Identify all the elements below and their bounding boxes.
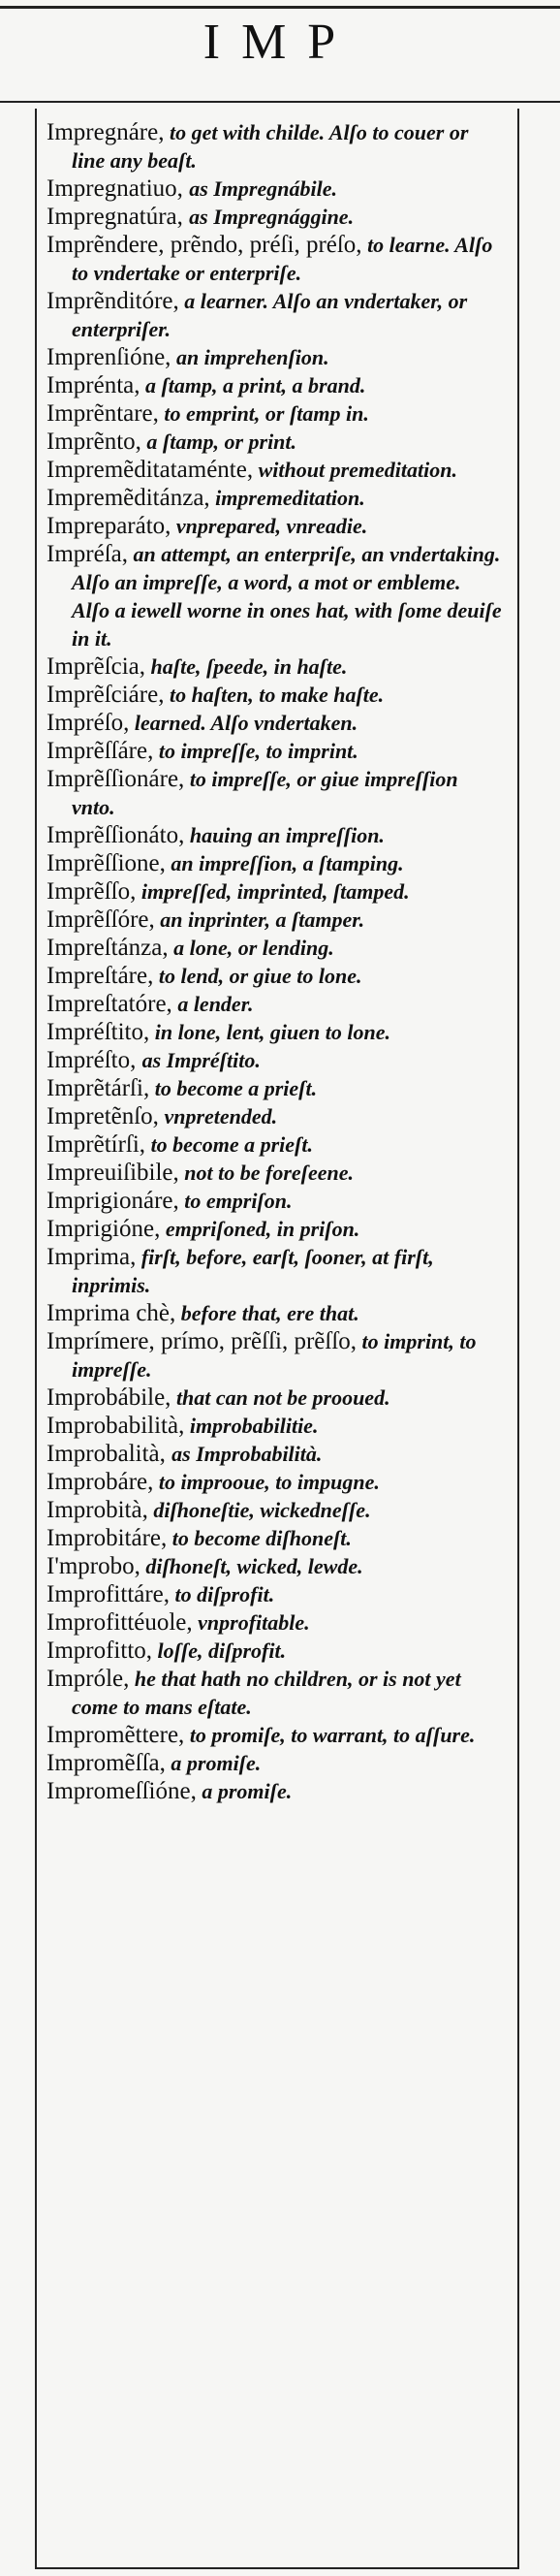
dictionary-entry	[47, 428, 502, 456]
dictionary-entry	[47, 1187, 502, 1215]
dictionary-entry	[47, 118, 502, 175]
entry-definition: to lend, or giue to lone.	[153, 964, 362, 988]
entry-headword: Impréſtito,	[47, 1019, 150, 1045]
entry-definition: impremeditation.	[209, 486, 365, 510]
dictionary-entry	[47, 652, 502, 681]
dictionary-entry	[47, 1777, 502, 1805]
dictionary-entry	[47, 934, 502, 962]
entry-definition: to impreſſe, or giue impreſſion vnto.	[72, 767, 458, 819]
entry-headword: Imprẽſſione,	[47, 850, 166, 876]
entry-headword: Imprẽtírſi,	[47, 1131, 146, 1158]
entry-definition: hauing an impreſſion.	[184, 823, 385, 847]
dictionary-entry	[47, 1749, 502, 1777]
entry-definition: an impreſſion, a ſtamping.	[165, 851, 404, 875]
dictionary-entry	[47, 1159, 502, 1187]
entry-definition: to become a prieſt.	[145, 1132, 313, 1157]
entry-headword: Imprímere, prímo, prẽſſi, prẽſſo,	[47, 1328, 358, 1354]
entry-headword: Imprẽſſo,	[47, 878, 137, 905]
entry-definition: as Improbabilità.	[171, 1442, 323, 1466]
dictionary-entry	[47, 175, 502, 203]
entry-headword: Imprẽndere, prẽndo, préſi, préſo,	[47, 232, 362, 258]
entry-definition: that can not be prooued.	[171, 1385, 390, 1410]
entry-headword: Improfitto,	[47, 1638, 153, 1664]
entry-definition: a ſtamp, or print.	[140, 429, 297, 454]
entry-definition: to promiſe, to warrant, to aſſure.	[184, 1723, 476, 1747]
dictionary-entry	[47, 1299, 502, 1327]
entry-headword: Imprẽſciáre,	[47, 682, 165, 708]
entry-definition: to impreſſe, to imprint.	[153, 739, 358, 763]
dictionary-entry	[47, 1046, 502, 1074]
entry-definition: to get with childe. Alſo to couer or line any beaſt.	[72, 120, 469, 173]
entry-definition: diſhoneſt, wicked, lewde.	[140, 1554, 363, 1578]
entry-definition: to haſten, to make haſte.	[164, 683, 385, 707]
entry-definition: vnprepared, vnreadie.	[171, 514, 368, 538]
entry-headword: Impréſto,	[47, 1047, 142, 1073]
dictionary-entry	[47, 1018, 502, 1046]
dictionary-entry	[47, 287, 502, 343]
dictionary-entry	[47, 765, 502, 821]
entry-headword: Imprénta,	[47, 372, 140, 398]
entry-definition: an inprinter, a ſtamper.	[154, 907, 365, 932]
entry-headword: Impromeſſióne,	[47, 1778, 197, 1804]
dictionary-entry	[47, 1608, 502, 1637]
entry-definition: he that hath no children, or is not yet come to mans eſtate.	[72, 1667, 461, 1719]
entry-definition: empriſoned, in priſon.	[160, 1217, 360, 1241]
entry-definition: firſt, before, earſt, ſooner, at firſt, inprimis.	[72, 1245, 434, 1297]
entry-headword: Imprẽſſionáre,	[47, 766, 185, 792]
entry-headword: Imprima chè,	[47, 1300, 176, 1326]
header-rule-top	[0, 6, 560, 9]
entry-headword: Imprẽſſáre,	[47, 738, 154, 764]
entry-headword: Improbalità,	[47, 1441, 172, 1467]
entry-headword: Improfittéuole,	[47, 1609, 193, 1636]
dictionary-entry	[47, 821, 502, 849]
entry-definition: learned. Alſo vndertaken.	[129, 711, 358, 735]
entry-definition: vnpretended.	[158, 1104, 278, 1129]
entry-headword: Impréſo,	[47, 710, 130, 736]
entry-definition: as Impregnábile.	[189, 176, 337, 201]
dictionary-entry	[47, 231, 502, 287]
dictionary-entry	[47, 540, 502, 652]
dictionary-entry	[47, 343, 502, 371]
entry-definition: diſhoneſtie, wickedneſſe.	[147, 1498, 371, 1522]
dictionary-entry	[47, 1327, 502, 1383]
entry-headword: Imprima,	[47, 1244, 137, 1270]
dictionary-entry	[47, 1721, 502, 1749]
dictionary-entry	[47, 1552, 502, 1580]
entry-definition: haſte, ſpeede, in haſte.	[145, 654, 348, 679]
dictionary-entry	[47, 1243, 502, 1299]
entry-headword: Impreſtatóre,	[47, 991, 172, 1017]
entry-headword: Impremẽditataménte,	[47, 457, 254, 483]
dictionary-entry	[47, 877, 502, 906]
entry-definition: to improoue, to impugne.	[153, 1470, 380, 1494]
entry-headword: Imprẽnto,	[47, 429, 141, 455]
entry-definition: an imprehenſion.	[171, 345, 329, 369]
dictionary-entry	[47, 962, 502, 990]
entry-definition: loſſe, diſprofit.	[152, 1638, 287, 1663]
dictionary-entry	[47, 681, 502, 709]
entry-headword: Improbità,	[47, 1497, 148, 1523]
entry-headword: Impremẽditánza,	[47, 485, 210, 511]
entry-definition: to become a prieſt.	[149, 1076, 318, 1100]
entry-definition: an attempt, an enterpriſe, an vndertaking. Alſo an impreſſe, a word, a mot or embleme. Alſo a iewell worne in ones hat, with ſome deuiſe in it.	[72, 542, 502, 651]
entry-headword: Impreſtánza,	[47, 935, 169, 961]
dictionary-entry	[47, 1383, 502, 1412]
entry-definition: not to be foreſeene.	[178, 1161, 355, 1185]
dictionary-entry	[47, 1580, 502, 1608]
entry-headword: Imprẽſſionáto,	[47, 822, 185, 848]
entry-definition: a lender.	[171, 992, 254, 1016]
entry-definition: to diſprofit.	[170, 1582, 275, 1606]
entry-headword: Imprẽnditóre,	[47, 288, 179, 314]
entry-headword: Impréſa,	[47, 541, 128, 567]
entry-headword: Impreparáto,	[47, 513, 171, 539]
dictionary-entry	[47, 1524, 502, 1552]
dictionary-entry	[47, 1637, 502, 1665]
dictionary-entry	[47, 1412, 502, 1440]
dictionary-entry	[47, 1468, 502, 1496]
entry-definition: a learner. Alſo an vndertaker, or enterpriſer.	[72, 289, 468, 341]
dictionary-entry	[47, 906, 502, 934]
dictionary-entry	[47, 709, 502, 737]
dictionary-entry	[47, 399, 502, 428]
entry-headword: Imprigionáre,	[47, 1188, 179, 1214]
entry-headword: Impregnatiuo,	[47, 175, 190, 202]
entry-definition: to emprint, or ſtamp in.	[158, 401, 369, 426]
dictionary-entry	[47, 849, 502, 877]
entry-headword: Impretẽnſo,	[47, 1103, 159, 1129]
entry-definition: impreſſed, imprinted, ſtamped.	[136, 879, 410, 904]
entry-headword: Improbitáre,	[47, 1525, 168, 1551]
entry-headword: Impreuiſibile,	[47, 1160, 179, 1186]
dictionary-entry	[47, 1440, 502, 1468]
entry-definition: a promiſe.	[196, 1779, 293, 1803]
entry-headword: Imprẽſſóre,	[47, 906, 155, 933]
header-rule-bottom	[0, 101, 560, 103]
entry-headword: Impromẽſſa,	[47, 1750, 166, 1776]
entry-headword: Imprẽtárſi,	[47, 1075, 150, 1101]
entry-headword: Impregnáre,	[47, 119, 165, 145]
entry-definition: a promiſe.	[165, 1751, 262, 1775]
entry-definition: vnprofitable.	[192, 1610, 310, 1635]
entry-definition: to empriſon.	[178, 1189, 293, 1213]
entry-headword: Impromẽttere,	[47, 1722, 185, 1748]
entry-definition: without premeditation.	[253, 458, 457, 482]
dictionary-entry	[47, 1130, 502, 1159]
dictionary-entry	[47, 1496, 502, 1524]
entry-headword: Improbabilità,	[47, 1413, 185, 1439]
entry-headword: Impregnatúra,	[47, 204, 190, 230]
entry-headword: I'mprobo,	[47, 1553, 140, 1579]
dictionary-entry	[47, 512, 502, 540]
dictionary-entry	[47, 484, 502, 512]
dictionary-entry	[47, 990, 502, 1018]
dictionary-entry	[47, 456, 502, 484]
entry-definition: in lone, lent, giuen to lone.	[149, 1020, 390, 1044]
dictionary-entry	[47, 1215, 502, 1243]
entry-definition: improbabilitie.	[184, 1414, 319, 1438]
entry-definition: a lone, or lending.	[168, 936, 334, 960]
dictionary-entry	[47, 737, 502, 765]
entry-headword: Imprẽſcia,	[47, 653, 146, 680]
entry-headword: Improbábile,	[47, 1384, 171, 1411]
entry-headword: Imprẽntare,	[47, 400, 159, 427]
entry-headword: Imprenſióne,	[47, 344, 171, 370]
entry-definition: as Impréſtito.	[141, 1048, 261, 1072]
entry-definition: a ſtamp, a print, a brand.	[140, 373, 366, 398]
entry-definition: to learne. Alſo to vndertake or enterpriſe.	[72, 233, 493, 285]
dictionary-entry	[47, 371, 502, 399]
entry-definition: as Impregnággine.	[189, 205, 355, 229]
entry-headword: Impreſtáre,	[47, 963, 154, 989]
entry-headword: Improfittáre,	[47, 1581, 171, 1607]
entry-headword: Impróle,	[47, 1666, 130, 1692]
dictionary-entry	[47, 1665, 502, 1721]
entry-definition: to become diſhoneſt.	[167, 1526, 352, 1550]
page-header: IMP	[202, 15, 358, 70]
entry-definition: before that, ere that.	[175, 1301, 359, 1325]
dictionary-column	[35, 109, 519, 2569]
entry-headword: Improbáre,	[47, 1469, 154, 1495]
dictionary-entry	[47, 1102, 502, 1130]
entry-headword: Imprigióne,	[47, 1216, 161, 1242]
entry-definition: to imprint, to impreſſe.	[72, 1329, 477, 1382]
dictionary-entry	[47, 203, 502, 231]
dictionary-entry	[47, 1074, 502, 1102]
